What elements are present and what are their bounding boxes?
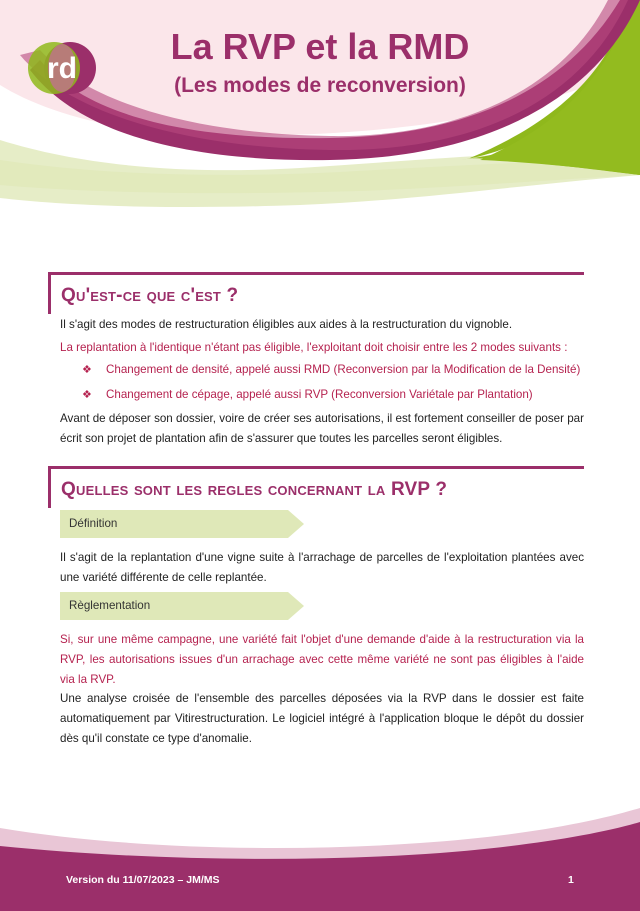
rule-paragraph: Si, sur une même campagne, une variété fait l'objet d'une demande d'aide à la restructuration via la RVP, les autorisations issues d'un arrachage avec cette même variété ne sont pas éligibles à l'aide via la RVP. [60, 633, 584, 686]
definition-paragraph: Il s'agit de la replantation d'une vigne suite à l'arrachage de parcelles de l'exploitation plantées avec une variété différente de celle replantée. [60, 551, 584, 584]
diamond-bullet-icon: ❖ [82, 364, 92, 376]
version-label: Version du 11/07/2023 – JM/MS [66, 874, 220, 886]
intro-paragraph: Il s'agit des modes de restructuration éligibles aux aides à la restructuration du vignoble. [60, 318, 513, 331]
bullet-rvp-text: Changement de cépage, appelé aussi RVP (Reconversion Variétale par Plantation) [106, 388, 533, 401]
reglementation-tag-label: Règlementation [69, 599, 151, 612]
modes-note: La replantation à l'identique n'étant pas éligible, l'exploitant doit choisir entre les 2 modes suivants : [60, 341, 568, 354]
page-title: La RVP et la RMD [170, 26, 470, 67]
footer-decoration [0, 808, 640, 911]
bullet-rmd-text: Changement de densité, appelé aussi RMD (Reconversion par la Modification de la Densité) [106, 363, 581, 376]
section-heading-what-label: Qu'est-ce que c'est ? [61, 285, 239, 306]
section-heading-rules [48, 466, 584, 508]
page-footer [0, 808, 640, 911]
definition-tag-label: Définition [69, 517, 118, 530]
reglementation-tag [60, 592, 304, 620]
analysis-paragraph: Une analyse croisée de l'ensemble des parcelles déposées via la RVP dans le dossier est faite automatiquement par Vitirestructuration. Le logiciel intégré à l'application bloque le dépôt du dossier dès qu'il constate ce type d'anomalie. [60, 692, 584, 745]
section-heading-what [48, 272, 584, 314]
page-number: 1 [568, 874, 574, 886]
section-heading-rules-label: Quelles sont les regles concernant la RVP ? [61, 479, 448, 500]
definition-tag [60, 510, 304, 538]
diamond-bullet-icon: ❖ [82, 389, 92, 401]
page-subtitle: (Les modes de reconversion) [174, 74, 466, 97]
advice-paragraph: Avant de déposer son dossier, voire de créer ses autorisations, il est fortement conseiller de poser par écrit son projet de plantation afin de s'assurer que toutes les parcelles seront éligibles. [60, 412, 584, 445]
svg-text:rd: rd [47, 52, 77, 85]
